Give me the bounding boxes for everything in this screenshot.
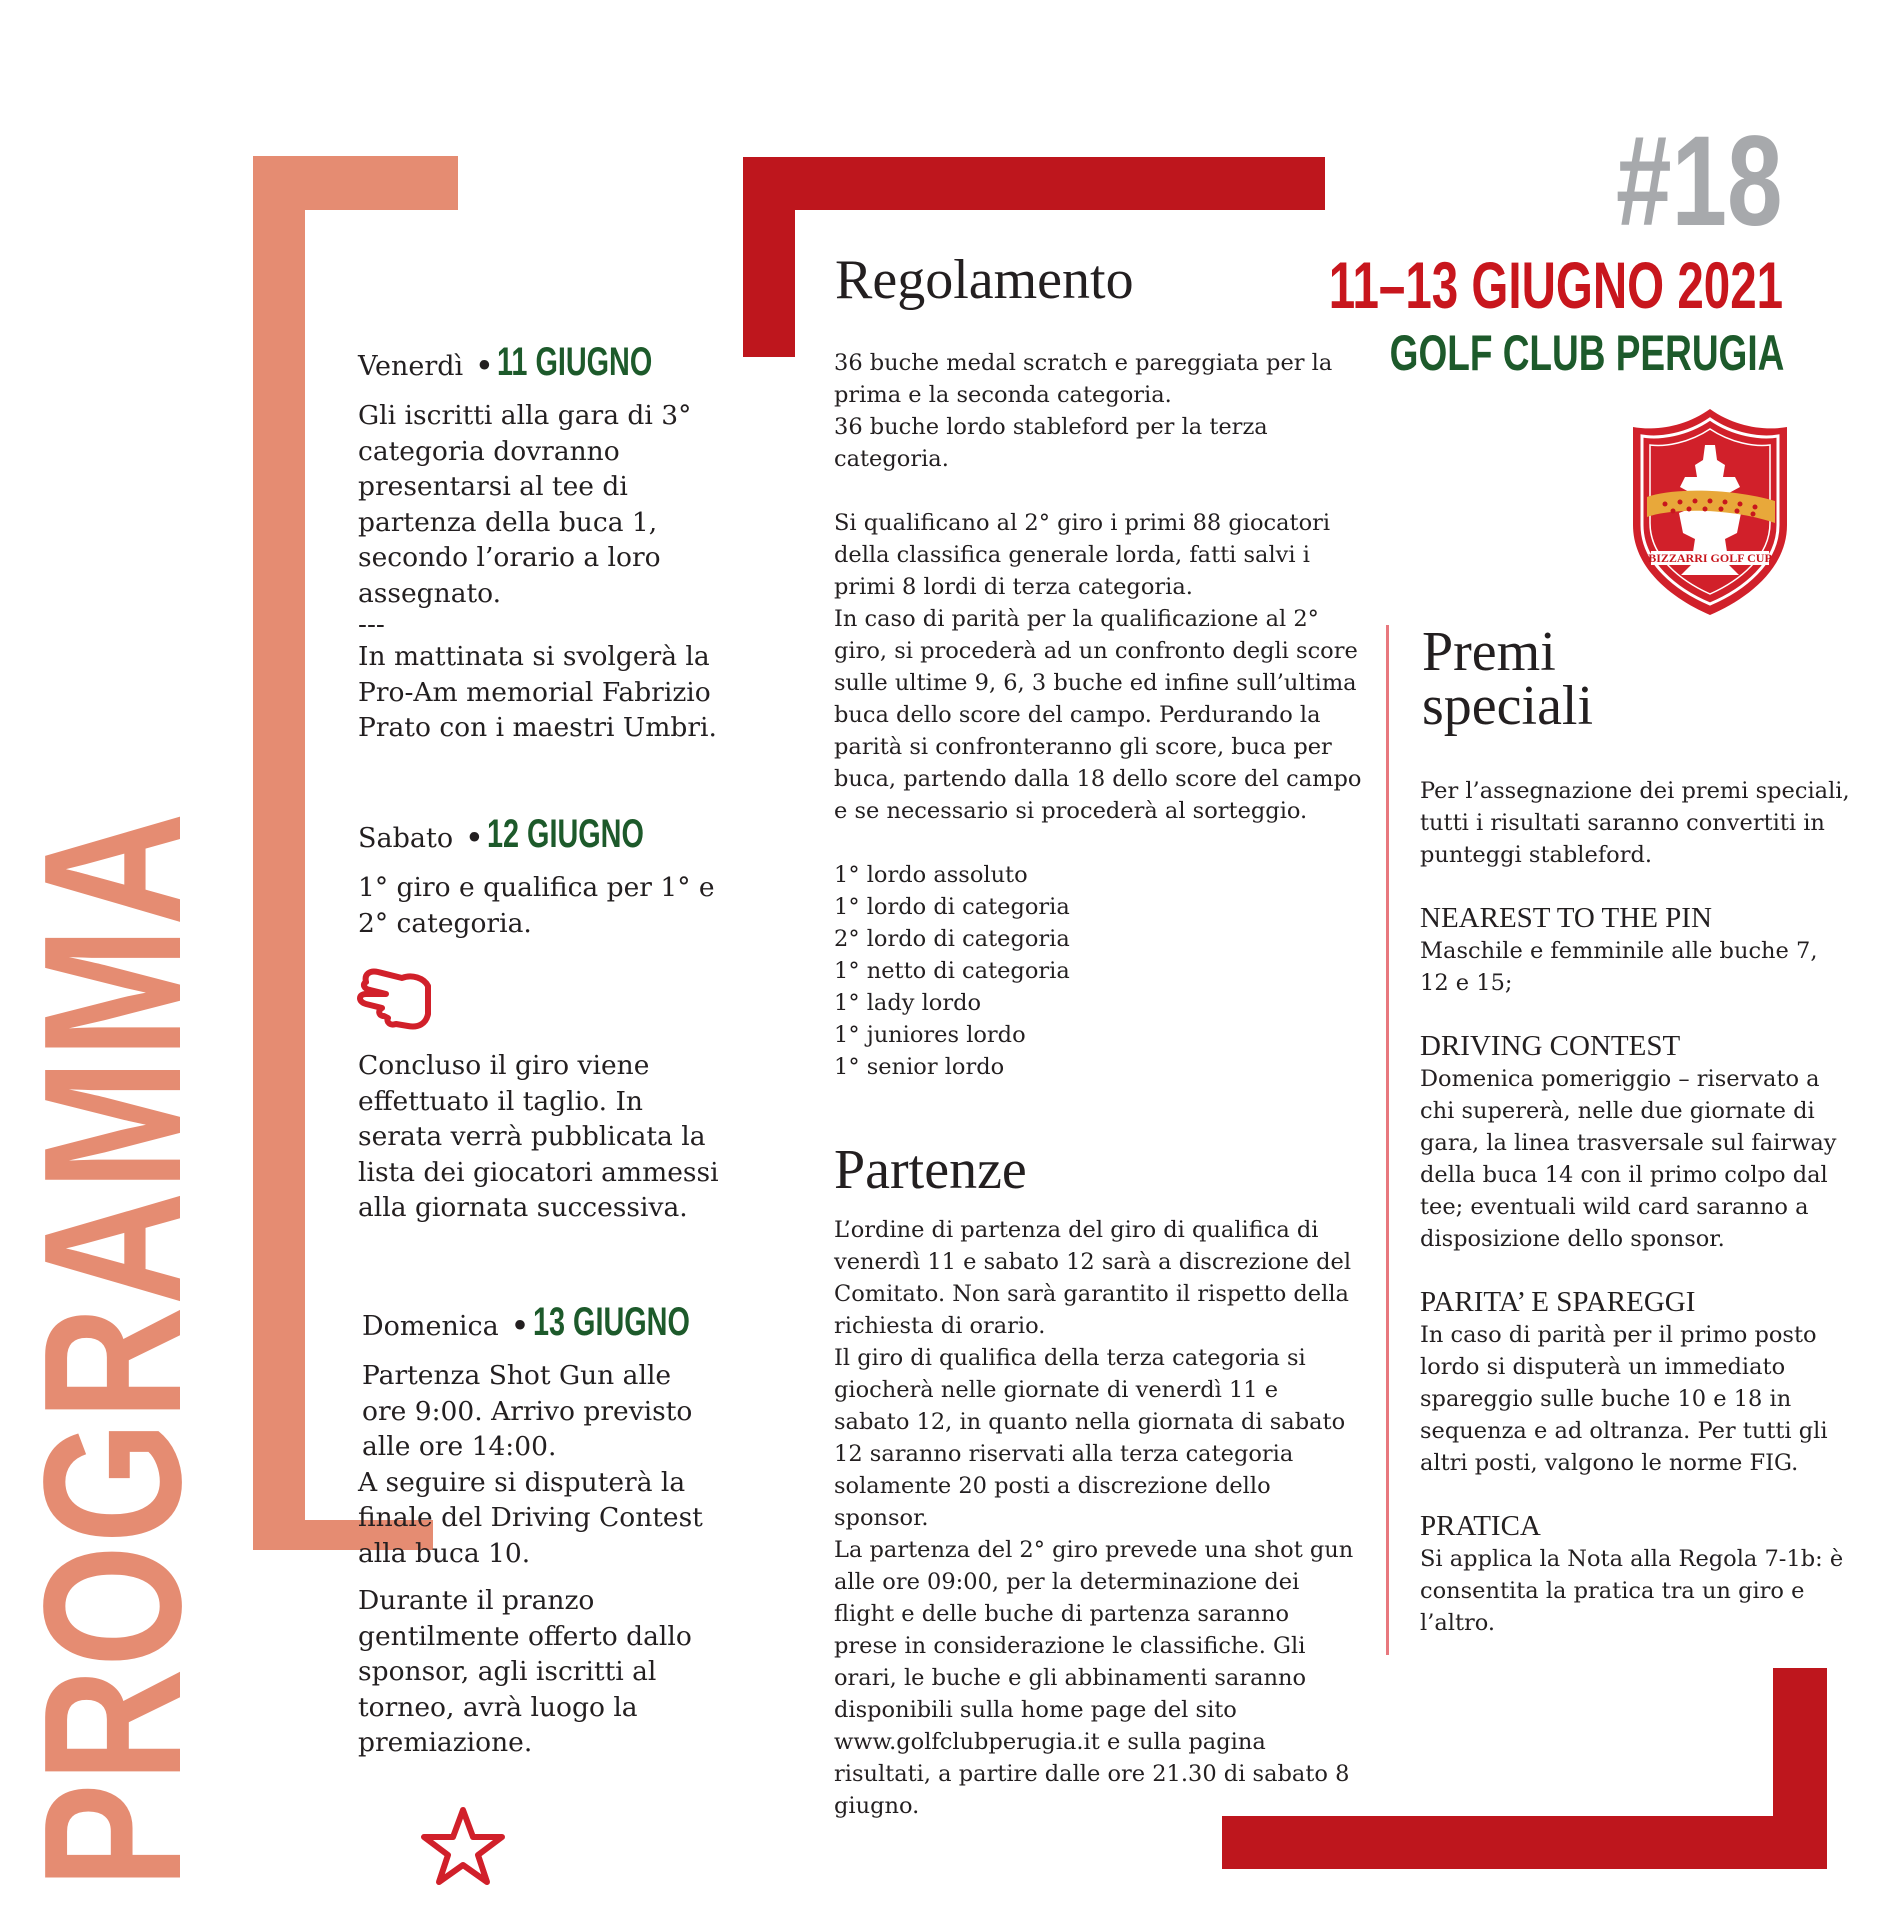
prize-item: 1° senior lordo bbox=[834, 1054, 1005, 1080]
regolamento-text bbox=[834, 347, 1364, 1083]
day-date: 12 GIUGNO bbox=[486, 812, 644, 856]
prize-item: 1° netto di categoria bbox=[834, 958, 1070, 984]
side-title-text: PROGRAMMA bbox=[3, 810, 222, 1888]
bizzarri-golf-cup-logo bbox=[1625, 405, 1795, 620]
section-title: PARITA’ E SPAREGGI bbox=[1420, 1286, 1696, 1318]
prize-list bbox=[834, 859, 1364, 1083]
day-header-friday bbox=[358, 340, 713, 385]
paragraph: 36 buche lordo stableford per la terza categoria. bbox=[834, 414, 1268, 472]
saturday-text-1 bbox=[358, 870, 728, 941]
paragraph: La partenza del 2° giro prevede una shot gun alle ore 09:00, per la determinazione dei flight e delle buche di partenza saranno prese in considerazione le classifiche. Gli orari, le buche e gli abbinamenti saranno disponibili sulla home page del sito www.golfclubperugia.it e sulla pagina risultati, a partire dalle ore 21.30 di sabato 8 giugno. bbox=[834, 1537, 1354, 1819]
bullet: • bbox=[511, 1311, 529, 1342]
partenze-text bbox=[834, 1214, 1354, 1822]
section-driving-contest bbox=[1420, 1029, 1850, 1255]
title-line: speciali bbox=[1422, 675, 1594, 737]
day-date: 11 GIUGNO bbox=[497, 340, 653, 384]
weekday: Venerdì bbox=[358, 351, 464, 382]
paragraph: Il giro di qualifica della terza categoria si giocherà nelle giornate di venerdì 11 e sabato 12, in quanto nella giornata di sabato 12 saranno riservati alla terza categoria solamente 20 posti a discrezione dello sponsor. bbox=[834, 1345, 1346, 1531]
section-nearest-pin bbox=[1420, 901, 1850, 999]
orange-bracket-vertical bbox=[253, 156, 305, 1549]
prize-item: 1° lordo assoluto bbox=[834, 862, 1028, 888]
star-icon bbox=[420, 1805, 506, 1887]
section-parita-spareggi bbox=[1420, 1285, 1850, 1479]
regolamento-title: Regolamento bbox=[835, 249, 1134, 311]
event-dates: 11–13 GIUGNO 2021 bbox=[1328, 248, 1783, 322]
section-title: DRIVING CONTEST bbox=[1420, 1030, 1681, 1062]
sunday-text bbox=[358, 1358, 723, 1761]
paragraph: 1° giro e qualifica per 1° e 2° categoria. bbox=[358, 872, 715, 939]
prize-item: 1° lordo di categoria bbox=[834, 894, 1070, 920]
paragraph: In caso di parità per la qualificazione al 2° giro, si procederà ad un confronto degli score sulle ultime 9, 6, 3 buche ed infine sull’ultima buca dello score del campo. Perdurando la parità si confronteranno gli score, buca per buca, partendo dalla 18 dello score del campo e se necessario si procederà al sorteggio. bbox=[834, 606, 1362, 824]
red-bracket-bottom bbox=[1222, 1816, 1827, 1869]
side-title bbox=[3, 810, 222, 1888]
section-pratica bbox=[1420, 1509, 1850, 1639]
paragraph: Si qualificano al 2° giro i primi 88 giocatori della classifica generale lorda, fatti salvi i primi 8 lordi di terza categoria. bbox=[834, 510, 1331, 600]
shield-icon bbox=[1625, 405, 1795, 620]
partenze-title: Partenze bbox=[834, 1139, 1027, 1201]
red-bracket-top-leg bbox=[743, 157, 795, 357]
premi-speciali-text bbox=[1420, 775, 1850, 1639]
day-header-saturday bbox=[358, 812, 705, 857]
day-date: 13 GIUGNO bbox=[532, 1300, 690, 1344]
prize-item: 1° juniores lordo bbox=[834, 1022, 1026, 1048]
red-bracket-top bbox=[743, 157, 1325, 210]
paragraph: Concluso il giro viene effettuato il taglio. In serata verrà pubblicata la lista dei giocatori ammessi alla giornata successiva. bbox=[358, 1050, 719, 1223]
section-title: PRATICA bbox=[1420, 1510, 1541, 1542]
saturday-text-2 bbox=[358, 1048, 728, 1226]
weekday: Domenica bbox=[362, 1311, 499, 1342]
bullet: • bbox=[475, 351, 494, 382]
paragraph: A seguire si disputerà la finale del Driving Contest alla buca 10. bbox=[358, 1466, 703, 1569]
prize-item: 1° lady lordo bbox=[834, 990, 982, 1016]
pointing-hand-icon bbox=[356, 964, 436, 1034]
section-title: NEAREST TO THE PIN bbox=[1420, 902, 1712, 934]
bullet: • bbox=[465, 823, 483, 854]
section-text: Domenica pomeriggio – riservato a chi supererà, nelle due giornate di gara, la linea trasversale sul fairway della buca 14 con il primo colpo dal tee; eventuali wild card saranno a disposizione dello sponsor. bbox=[1420, 1066, 1837, 1252]
paragraph: In mattinata si svolgerà la Pro-Am memorial Fabrizio Prato con i maestri Umbri. bbox=[358, 641, 717, 743]
prize-item: 2° lordo di categoria bbox=[834, 926, 1070, 952]
friday-text bbox=[358, 398, 723, 746]
paragraph: 36 buche medal scratch e pareggiata per la prima e la seconda categoria. bbox=[834, 350, 1333, 408]
section-text: Si applica la Nota alla Regola 7-1b: è consentita la pratica tra un giro e l’altro. bbox=[1420, 1546, 1844, 1636]
separator: --- bbox=[358, 609, 385, 640]
weekday: Sabato bbox=[358, 823, 454, 854]
paragraph: L’ordine di partenza del giro di qualifica di venerdì 11 e sabato 12 sarà a discrezione del Comitato. Non sarà garantito il rispetto della richiesta di orario. bbox=[834, 1217, 1352, 1339]
paragraph: Gli iscritti alla gara di 3° categoria dovranno presentarsi al tee di partenza della buca 1, secondo l’orario a loro assegnato. bbox=[358, 400, 692, 609]
section-text: In caso di parità per il primo posto lordo si disputerà un immediato spareggio sulle buche 10 e 18 in sequenza e ad oltranza. Per tutti gli altri posti, valgono le norme FIG. bbox=[1420, 1322, 1828, 1476]
paragraph: Per l’assegnazione dei premi speciali, tutti i risultati saranno convertiti in punteggi stableford. bbox=[1420, 778, 1850, 868]
premi-speciali-title bbox=[1422, 621, 1594, 737]
edition-number: #18 bbox=[1616, 110, 1783, 253]
logo-text: BIZZARRI GOLF CUP bbox=[1648, 551, 1772, 565]
paragraph: Partenza Shot Gun alle ore 9:00. Arrivo previsto alle ore 14:00. bbox=[362, 1360, 693, 1462]
day-header-sunday bbox=[362, 1300, 750, 1345]
title-line: Premi bbox=[1422, 621, 1556, 683]
section-text: Maschile e femminile alle buche 7, 12 e 15; bbox=[1420, 938, 1818, 996]
venue-name: GOLF CLUB PERUGIA bbox=[1389, 325, 1784, 381]
paragraph: Durante il pranzo gentilmente offerto dallo sponsor, agli iscritti al torneo, avrà luogo la premiazione. bbox=[358, 1585, 692, 1758]
column-divider bbox=[1386, 625, 1389, 1655]
red-bracket-bottom-leg bbox=[1773, 1668, 1827, 1869]
